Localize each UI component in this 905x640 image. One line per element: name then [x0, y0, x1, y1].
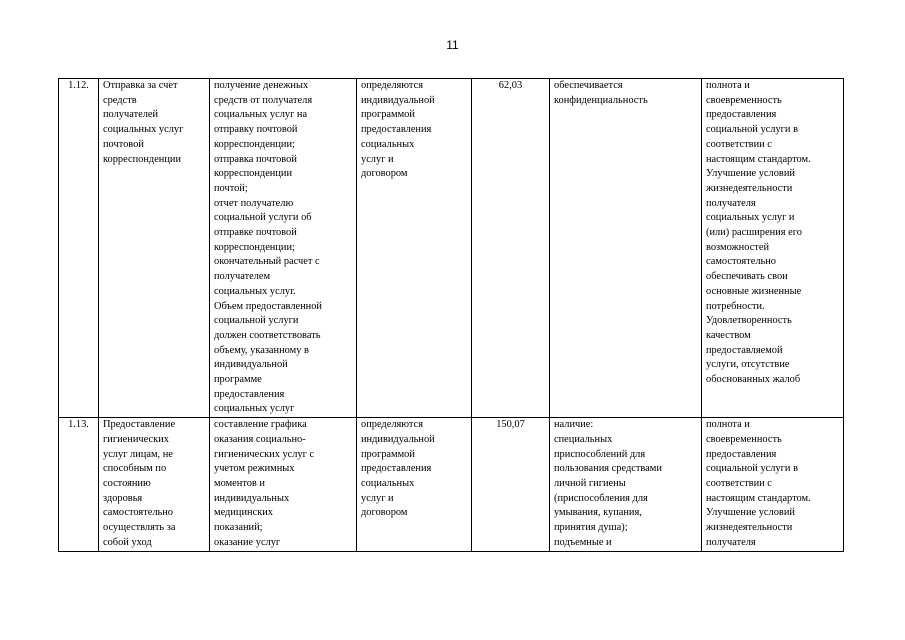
cell-line: предоставления — [706, 448, 777, 460]
cell-line: отправка почтовой — [214, 153, 297, 165]
cell-line: договором — [361, 507, 408, 519]
cell-line: получение денежных — [214, 80, 309, 91]
cell-line: специальных — [554, 433, 613, 445]
cell-line: получателем — [214, 271, 271, 283]
cell-line: договором — [361, 168, 408, 180]
cell-line: услуг и — [361, 492, 394, 504]
cell-line: медицинских — [214, 507, 273, 519]
cell-line: обеспечивать свои — [706, 271, 788, 283]
service-cost-cell — [472, 79, 550, 418]
cell-line: социальных услуг и — [706, 212, 795, 224]
cell-line: умывания, купания, — [554, 507, 642, 519]
row-number-cell — [59, 418, 99, 551]
service-content-cell — [210, 79, 357, 418]
row-number-cell — [59, 79, 99, 418]
cell-line: услуг лицам, не — [103, 448, 173, 460]
cell-line: возможностей — [706, 241, 770, 253]
cell-line: Объем предоставленной — [214, 300, 322, 312]
service-content-cell — [210, 418, 357, 551]
service-name-cell — [99, 79, 210, 418]
services-table — [58, 78, 844, 552]
service-cost-cell — [472, 418, 550, 551]
cell-line: Отправка за счет — [103, 80, 178, 91]
cell-line: услуг и — [361, 153, 394, 165]
cell-line: основные жизненные — [706, 285, 802, 297]
cell-line: программой — [361, 109, 415, 121]
cell-line: почтовой — [103, 138, 144, 150]
cell-line: жизнедеятельности — [706, 182, 793, 194]
table-row — [59, 79, 844, 418]
cell-line: объему, указанному в — [214, 344, 309, 356]
cell-line: предоставления — [361, 124, 432, 136]
cell-line: программой — [361, 448, 415, 460]
cell-line: отправку почтовой — [214, 124, 298, 136]
cell-line: социальной услуги в — [706, 124, 798, 136]
cell-line: социальной услуги об — [214, 212, 312, 224]
cell-line: показаний; — [214, 522, 263, 534]
cell-line: личной гигиены — [554, 477, 626, 489]
cell-line: Улучшение условий — [706, 168, 795, 180]
cell-line: гигиенических услуг с — [214, 448, 315, 460]
cell-line: способным по — [103, 463, 167, 475]
cell-line: составление графика — [214, 419, 307, 431]
cell-line: индивидуальной — [361, 433, 435, 445]
cell-line: полнота и — [706, 419, 750, 431]
cell-line: социальной услуги — [214, 315, 299, 327]
cell-line: самостоятельно — [103, 507, 174, 519]
cell-line: состоянию — [103, 477, 151, 489]
cell-line: Удовлетворенность — [706, 315, 792, 327]
cell-line: настоящим стандартом. — [706, 492, 811, 504]
cell-line: отправке почтовой — [214, 227, 297, 239]
cell-line: получателя — [706, 536, 756, 548]
cell-line: программе — [214, 374, 262, 386]
cell-line: подъемные и — [554, 536, 612, 548]
cell-line: социальных услуг на — [214, 109, 308, 121]
cell-line: социальных услуг — [103, 124, 184, 136]
cell-line: оказание услуг — [214, 536, 281, 548]
cell-line: потребности. — [706, 300, 765, 312]
cell-line: социальных услуг. — [214, 285, 296, 297]
cell-line: индивидуальной — [361, 94, 435, 106]
service-terms-cell — [357, 79, 472, 418]
cell-line: корреспонденции — [103, 153, 182, 165]
cell-line: социальных услуг — [214, 403, 295, 415]
cell-line: Предоставление — [103, 419, 176, 431]
service-conditions-cell — [550, 79, 702, 418]
cell-line: получателя — [706, 197, 756, 209]
cell-line: предоставления — [214, 388, 285, 400]
cell-line: определяются — [361, 419, 423, 431]
cell-line: почтой; — [214, 182, 248, 194]
cell-line: отчет получателю — [214, 197, 294, 209]
cell-line: предоставляемой — [706, 344, 783, 356]
cell-line: средств от получателя — [214, 94, 313, 106]
cell-line: оказания социально- — [214, 433, 306, 445]
cell-line: социальной услуги в — [706, 463, 798, 475]
cell-line: учетом режимных — [214, 463, 295, 475]
cell-line: своевременность — [706, 94, 782, 106]
quality-indicators-cell — [702, 418, 844, 551]
cell-line: качеством — [706, 329, 751, 341]
service-terms-cell — [357, 418, 472, 551]
cell-line: социальных — [361, 477, 415, 489]
cell-line: моментов и — [214, 477, 265, 489]
page-number: 11 — [446, 38, 459, 52]
cell-line: настоящим стандартом. — [706, 153, 811, 165]
cell-line: социальных — [361, 138, 415, 150]
cell-line: самостоятельно — [706, 256, 777, 268]
service-name-cell — [99, 418, 210, 551]
cell-line: гигиенических — [103, 433, 169, 445]
cell-line: корреспонденции; — [214, 241, 295, 253]
cell-line: Улучшение условий — [706, 507, 795, 519]
cell-line: окончательный расчет с — [214, 256, 320, 268]
cell-line: корреспонденции; — [214, 138, 295, 150]
cell-line: полнота и — [706, 80, 750, 91]
cell-line: своевременность — [706, 433, 782, 445]
table-row — [59, 418, 844, 551]
cell-line: соответствии с — [706, 138, 772, 150]
cell-line: корреспонденции — [214, 168, 293, 180]
cell-line: пользования средствами — [554, 463, 662, 475]
cell-line: приспособлений для — [554, 448, 646, 460]
cell-line: определяются — [361, 80, 423, 91]
cell-line: собой уход — [103, 536, 152, 548]
cell-line: осуществлять за — [103, 522, 176, 534]
cell-line: индивидуальных — [214, 492, 290, 504]
quality-indicators-cell — [702, 79, 844, 418]
table-body — [59, 79, 844, 552]
cell-line: услуги, отсутствие — [706, 359, 790, 371]
cell-text: 62,03 — [498, 80, 523, 91]
cell-text: 1.12. — [68, 80, 89, 91]
cell-line: жизнедеятельности — [706, 522, 793, 534]
cell-line: обеспечивается — [554, 80, 623, 91]
cell-line: средств — [103, 94, 137, 106]
cell-line: наличие: — [554, 419, 594, 431]
cell-line: конфиденциальность — [554, 94, 648, 106]
cell-text: 1.13. — [68, 419, 89, 431]
cell-line: должен соответствовать — [214, 329, 321, 341]
cell-line: предоставления — [706, 109, 777, 121]
cell-line: предоставления — [361, 463, 432, 475]
cell-text: 150,07 — [496, 419, 525, 431]
cell-line: здоровья — [103, 492, 143, 504]
cell-line: индивидуальной — [214, 359, 288, 371]
cell-line: обоснованных жалоб — [706, 374, 801, 386]
cell-line: соответствии с — [706, 477, 772, 489]
cell-line: принятия душа); — [554, 522, 628, 534]
cell-line: (приспособления для — [554, 492, 648, 504]
cell-line: (или) расширения его — [706, 227, 802, 239]
cell-line: получателей — [103, 109, 159, 121]
service-conditions-cell — [550, 418, 702, 551]
